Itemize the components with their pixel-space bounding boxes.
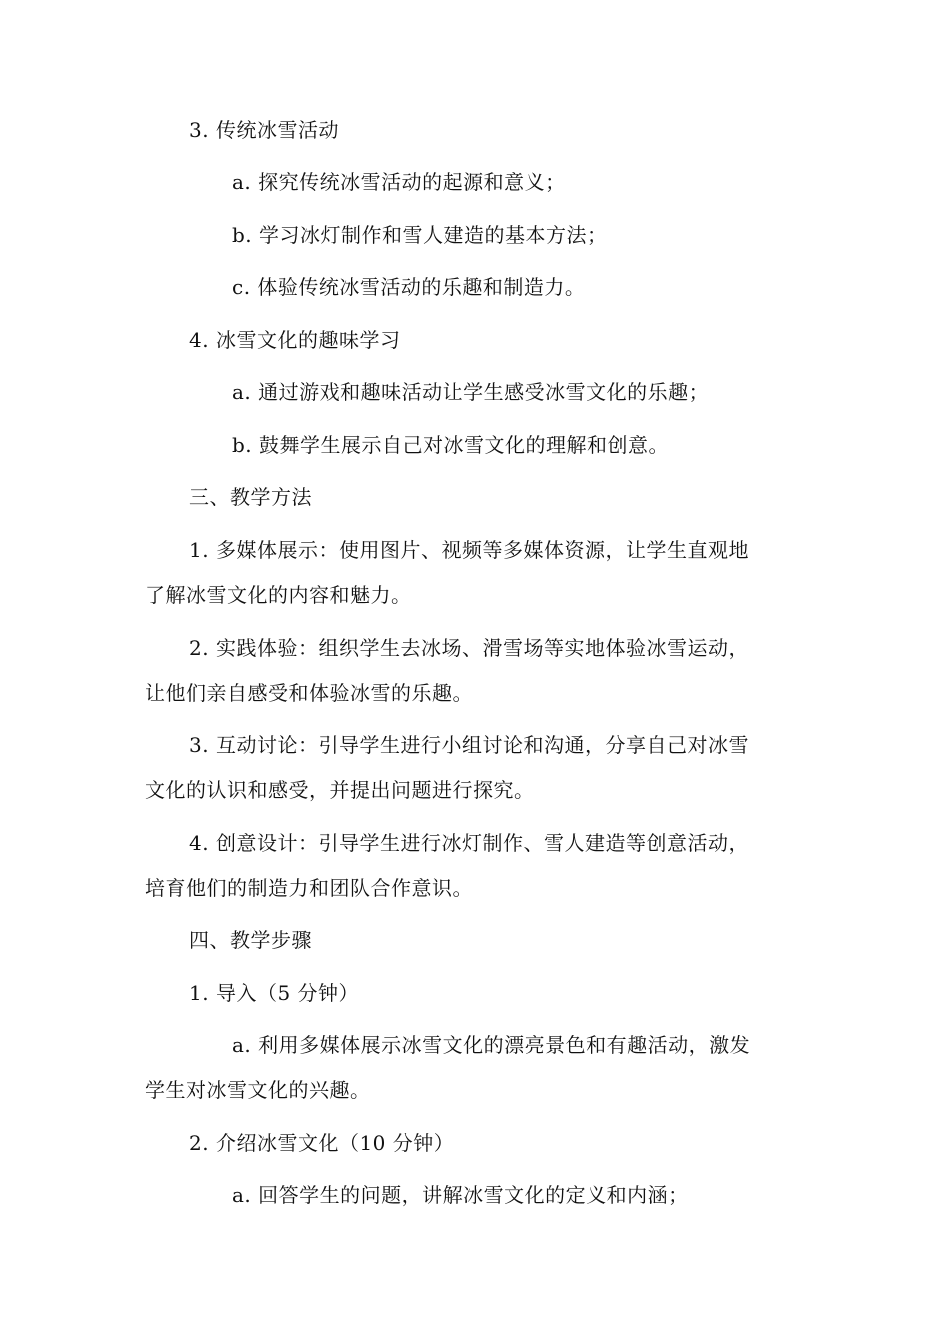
method-item-3-continuation: 文化的认识和感受，并提出问题进行探究。	[145, 778, 535, 802]
list-item-3-traditional-activities: 3. 传统冰雪活动	[189, 118, 339, 142]
method-item-1-continuation: 了解冰雪文化的内容和魅力。	[145, 583, 412, 607]
step-1-sub-item-a-continuation: 学生对冰雪文化的兴趣。	[145, 1078, 371, 1102]
step-1-sub-item-a: a. 利用多媒体展示冰雪文化的漂亮景色和有趣活动，激发	[232, 1033, 751, 1057]
sub-item-b: b. 学习冰灯制作和雪人建造的基本方法；	[232, 223, 608, 247]
method-item-3: 3. 互动讨论：引导学生进行小组讨论和沟通，分享自己对冰雪	[189, 733, 749, 757]
sub-item-a: a. 通过游戏和趣味活动让学生感受冰雪文化的乐趣；	[232, 380, 710, 404]
step-2-sub-item-a: a. 回答学生的问题，讲解冰雪文化的定义和内涵；	[232, 1183, 689, 1207]
list-item-4-fun-learning: 4. 冰雪文化的趣味学习	[189, 328, 401, 352]
method-item-2-continuation: 让他们亲自感受和体验冰雪的乐趣。	[145, 681, 473, 705]
method-item-1: 1. 多媒体展示：使用图片、视频等多媒体资源，让学生直观地	[189, 538, 749, 562]
sub-item-b: b. 鼓舞学生展示自己对冰雪文化的理解和创意。	[232, 433, 670, 457]
section-heading-teaching-methods: 三、教学方法	[189, 485, 312, 509]
sub-item-c: c. 体验传统冰雪活动的乐趣和制造力。	[232, 275, 586, 299]
method-item-4-continuation: 培育他们的制造力和团队合作意识。	[145, 876, 473, 900]
section-heading-teaching-steps: 四、教学步骤	[189, 928, 312, 952]
method-item-4: 4. 创意设计：引导学生进行冰灯制作、雪人建造等创意活动，	[189, 831, 749, 855]
sub-item-a: a. 探究传统冰雪活动的起源和意义；	[232, 170, 566, 194]
step-item-1: 1. 导入（5 分钟）	[189, 981, 360, 1005]
method-item-2: 2. 实践体验：组织学生去冰场、滑雪场等实地体验冰雪运动，	[189, 636, 749, 660]
step-item-2: 2. 介绍冰雪文化（10 分钟）	[189, 1131, 455, 1155]
